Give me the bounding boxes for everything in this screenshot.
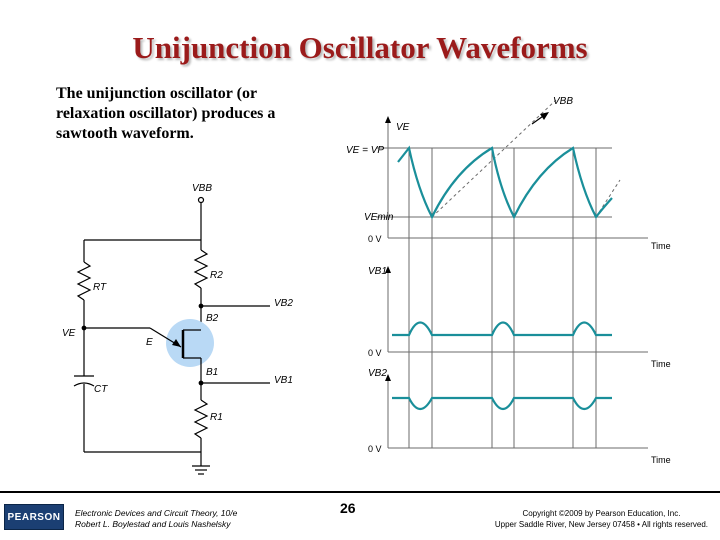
label-time-3: Time	[651, 455, 671, 465]
label-ve-vp: VE = VP	[346, 145, 385, 156]
copyright-line-1: Copyright ©2009 by Pearson Education, Inc.	[522, 509, 681, 518]
label-time-1: Time	[651, 241, 671, 251]
label-vb2-circuit: VB2	[274, 298, 293, 309]
label-ve-circuit: VE	[62, 328, 76, 339]
ve-sawtooth-waveform	[398, 148, 612, 217]
rt-resistor	[78, 262, 90, 300]
copyright-line-2: Upper Saddle River, New Jersey 07458 • All rights reserved.	[494, 520, 708, 529]
description-text: The unijunction oscillator (or relaxation oscillator) produces a sawtooth waveform.	[56, 85, 276, 142]
circuit-diagram	[74, 198, 270, 475]
label-r1: R1	[210, 412, 223, 423]
label-vb1-circuit: VB1	[274, 375, 293, 386]
label-e: E	[146, 337, 153, 348]
label-vemin: VEmin	[364, 212, 394, 223]
vb1-pulse-waveform	[392, 323, 612, 336]
book-title: Electronic Devices and Circuit Theory, 10/e	[75, 508, 238, 518]
label-zero-3: 0 V	[368, 444, 382, 454]
pearson-logo: PEARSON	[4, 504, 64, 530]
label-vbb-circuit: VBB	[192, 183, 213, 194]
label-zero-2: 0 V	[368, 348, 382, 358]
vbb-terminal	[199, 198, 204, 203]
label-vb1-axis: VB1	[368, 266, 387, 277]
copyright-notice	[495, 508, 708, 530]
ground-icon	[192, 466, 210, 474]
book-authors: Robert L. Boylestad and Louis Nashelsky	[75, 519, 231, 529]
r2-resistor	[195, 250, 207, 288]
label-b1: B1	[206, 367, 219, 378]
label-r2: R2	[210, 270, 223, 281]
page-number: 26	[340, 500, 356, 516]
r1-resistor	[195, 400, 207, 438]
waveform-grid	[376, 100, 648, 448]
book-citation	[75, 508, 237, 530]
label-vb2-axis: VB2	[368, 368, 387, 379]
label-ve-axis: VE	[396, 122, 410, 133]
ujt-transistor-highlight	[166, 319, 214, 367]
label-ct: CT	[94, 384, 108, 395]
label-rt: RT	[93, 282, 107, 293]
label-vbb-wave: VBB	[553, 96, 574, 107]
label-time-2: Time	[651, 359, 671, 369]
waveforms	[392, 148, 612, 409]
label-zero-1: 0 V	[368, 234, 382, 244]
slide-title: Unijunction Oscillator Waveforms	[132, 30, 588, 65]
footer-divider	[0, 491, 720, 493]
vb2-pulse-waveform	[392, 398, 612, 409]
label-b2: B2	[206, 313, 219, 324]
